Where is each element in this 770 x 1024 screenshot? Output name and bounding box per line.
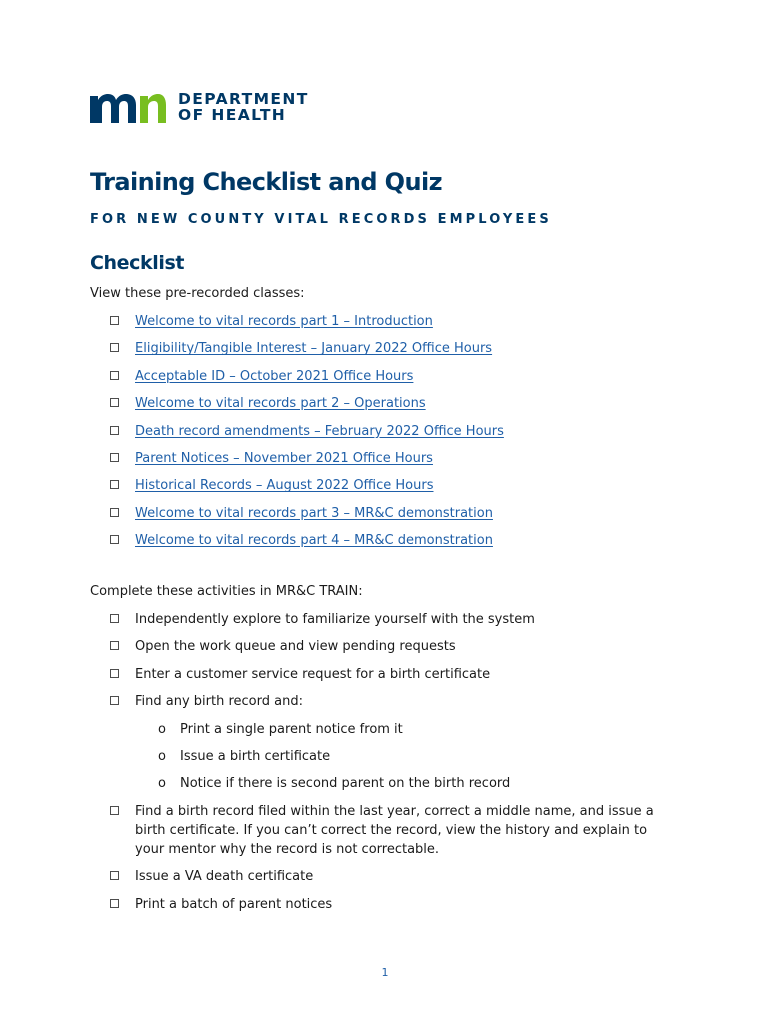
class-link[interactable]: Welcome to vital records part 3 – MR&C demonstration <box>135 505 493 521</box>
activity-item <box>110 802 680 859</box>
classes-checklist <box>110 312 504 559</box>
sub-activity-item <box>158 774 680 793</box>
checkbox-icon[interactable] <box>110 426 119 435</box>
page-title: Training Checklist and Quiz <box>90 168 442 196</box>
section-heading-checklist: Checklist <box>90 252 185 274</box>
activity-text: Enter a customer service request for a birth certificate <box>135 666 491 682</box>
checkbox-icon[interactable] <box>110 508 119 517</box>
checkbox-icon[interactable] <box>110 696 119 705</box>
page-number: 1 <box>381 966 389 979</box>
logo-line-2: OF HEALTH <box>178 106 287 124</box>
activity-item <box>110 867 680 886</box>
sub-activity-item <box>158 720 680 739</box>
class-link[interactable]: Welcome to vital records part 1 – Introduction <box>135 314 433 329</box>
activity-item <box>110 692 680 711</box>
class-item <box>110 367 504 386</box>
checkbox-icon[interactable] <box>110 398 119 407</box>
activity-text: Find any birth record and: <box>135 694 303 710</box>
checkbox-icon[interactable] <box>110 453 119 462</box>
sub-activity-item <box>158 747 680 766</box>
activities-checklist <box>110 610 680 922</box>
classes-intro: View these pre-recorded classes: <box>90 286 305 301</box>
class-link[interactable]: Historical Records – August 2022 Office Hours <box>135 478 434 494</box>
class-item <box>110 394 504 413</box>
logo-line-1: DEPARTMENT <box>178 90 309 108</box>
class-link[interactable]: Acceptable ID – October 2021 Office Hours <box>135 368 414 384</box>
checkbox-icon[interactable] <box>110 669 119 678</box>
class-item <box>110 339 504 358</box>
class-link[interactable]: Eligibility/Tangible Interest – January 2022 Office Hours <box>135 341 493 357</box>
activity-item <box>110 610 680 629</box>
class-item <box>110 504 504 523</box>
class-link[interactable]: Welcome to vital records part 2 – Operations <box>135 396 426 412</box>
activity-item <box>110 665 680 684</box>
activity-text: Open the work queue and view pending requests <box>135 639 456 655</box>
sub-activity-text: Notice if there is second parent on the birth record <box>180 776 511 792</box>
checkbox-icon[interactable] <box>110 871 119 880</box>
sub-activity-text: Issue a birth certificate <box>180 748 331 764</box>
sub-activity-text: Print a single parent notice from it <box>180 721 403 737</box>
mn-logo-icon <box>90 90 166 124</box>
mdh-logo <box>90 90 309 124</box>
checkbox-icon[interactable] <box>110 343 119 352</box>
class-link[interactable]: Welcome to vital records part 4 – MR&C demonstration <box>135 533 493 549</box>
activities-intro: Complete these activities in MR&C TRAIN: <box>90 584 363 599</box>
class-item <box>110 476 504 495</box>
sub-activity-group <box>110 720 680 794</box>
activity-text: Issue a VA death certificate <box>135 869 314 885</box>
class-item <box>110 312 504 331</box>
class-link[interactable]: Parent Notices – November 2021 Office Hours <box>135 450 433 466</box>
checkbox-icon[interactable] <box>110 371 119 380</box>
checkbox-icon[interactable] <box>110 641 119 650</box>
checkbox-icon[interactable] <box>110 899 119 908</box>
sub-activities-list <box>110 720 680 794</box>
sub-bullet-icon: o <box>158 748 166 764</box>
class-item <box>110 422 504 441</box>
sub-bullet-icon: o <box>158 721 166 737</box>
activity-text: Independently explore to familiarize yourself with the system <box>135 612 535 627</box>
sub-bullet-icon: o <box>158 776 166 792</box>
class-item <box>110 531 504 550</box>
activity-text: Find a birth record filed within the last year, correct a middle name, and issue a birth certificate. If you can’t correct the record, view the history and explain to your mentor why the record is not correctable. <box>135 803 654 857</box>
checkbox-icon[interactable] <box>110 316 119 325</box>
class-link[interactable]: Death record amendments – February 2022 Office Hours <box>135 423 504 439</box>
checkbox-icon[interactable] <box>110 535 119 544</box>
class-item <box>110 449 504 468</box>
page-subtitle: FOR NEW COUNTY VITAL RECORDS EMPLOYEES <box>90 212 552 227</box>
checkbox-icon[interactable] <box>110 806 119 815</box>
checkbox-icon[interactable] <box>110 614 119 623</box>
activity-item <box>110 895 680 914</box>
activity-item <box>110 637 680 656</box>
activity-text: Print a batch of parent notices <box>135 896 333 912</box>
checkbox-icon[interactable] <box>110 480 119 489</box>
